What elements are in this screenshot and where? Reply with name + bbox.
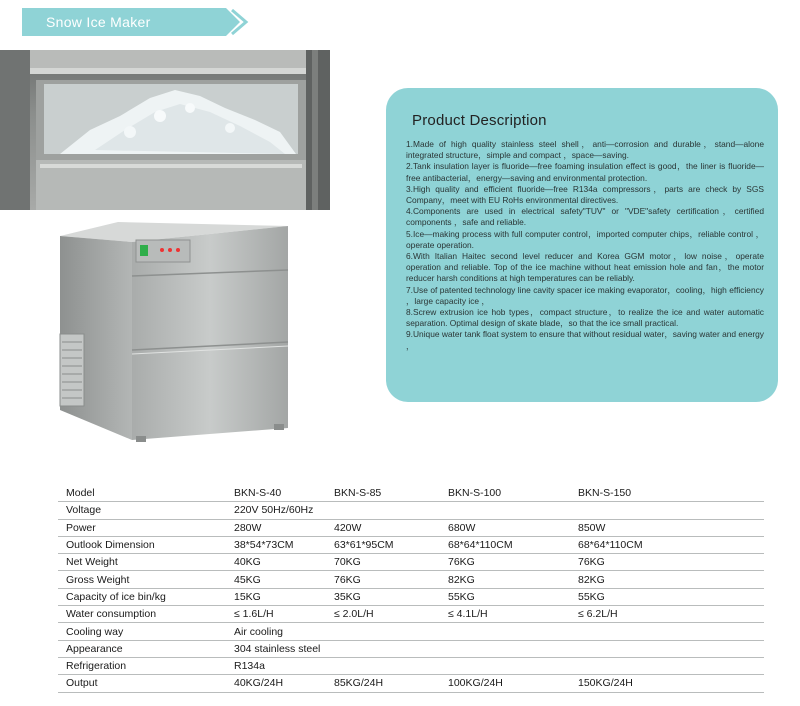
spec-value: 76KG: [578, 554, 764, 571]
spec-value: 76KG: [448, 554, 578, 571]
spec-value: 100KG/24H: [448, 675, 578, 692]
description-item: 8.Screw extrusion ice hob types，compact structure，to realize the ice and water automatic separation. Optimal design of skate blade，so that the ice small practical.: [406, 307, 764, 329]
spec-value: 40KG/24H: [230, 675, 334, 692]
description-item: 9.Unique water tank float system to ensure that without residual water，saving water and energy ，: [406, 329, 764, 351]
spec-value: 70KG: [334, 554, 448, 571]
description-item: 1.Made of high quality stainless steel shell，anti—corrosion and durable，stand—alone integrated structure，simple and compact ，space—saving.: [406, 139, 764, 161]
spec-label: Outlook Dimension: [58, 536, 230, 553]
spec-row: [58, 657, 764, 674]
description-item: 5.Ice—making process with full computer control，imported computer chips，reliable control ，operate operation.: [406, 228, 764, 250]
spec-value: BKN-S-150: [578, 485, 764, 502]
product-description-card: [386, 88, 778, 402]
description-title: Product Description: [412, 112, 547, 129]
spec-row: [58, 606, 764, 623]
banner-title: Snow Ice Maker: [46, 14, 151, 30]
spec-label: Capacity of ice bin/kg: [58, 588, 230, 605]
spec-value: ≤ 6.2L/H: [578, 606, 764, 623]
spec-row: [58, 675, 764, 692]
spec-value: 76KG: [334, 571, 448, 588]
spec-label: Cooling way: [58, 623, 230, 640]
ice-bin-photo: [0, 50, 330, 210]
spec-table: [58, 485, 764, 693]
spec-value: R134a: [230, 657, 764, 674]
description-item: 2.Tank insulation layer is fluoride—free foaming insulation effect is good，the liner is fluoride—free antibacterial，energy—saving and environmental protection.: [406, 161, 764, 183]
spec-value: Air cooling: [230, 623, 764, 640]
spec-value: BKN-S-85: [334, 485, 448, 502]
spec-value: 45KG: [230, 571, 334, 588]
spec-value: 304 stainless steel: [230, 640, 764, 657]
description-item: 3.High quality and efficient fluoride—free R134a compressors，parts are check by SGS Company，meet with EU RoHs environmental directives.: [406, 183, 764, 206]
spec-label: Net Weight: [58, 554, 230, 571]
description-list: [406, 139, 764, 352]
spec-value: 38*54*73CM: [230, 536, 334, 553]
spec-label: Appearance: [58, 640, 230, 657]
description-item: 6.With Italian Haitec second level reducer and Korea GGM motor，low noise，operate operation and reliable. Top of the ice machine without heat emission hole and fan，the motor reducer harsh conditions at high temperatures can be reliably.: [406, 251, 764, 284]
spec-row: [58, 502, 764, 519]
spec-row: [58, 640, 764, 657]
spec-label: Gross Weight: [58, 571, 230, 588]
spec-value: 40KG: [230, 554, 334, 571]
spec-row: [58, 588, 764, 605]
spec-value: ≤ 1.6L/H: [230, 606, 334, 623]
spec-row: [58, 571, 764, 588]
spec-value: 68*64*110CM: [448, 536, 578, 553]
spec-label: Output: [58, 675, 230, 692]
spec-value: 420W: [334, 519, 448, 536]
spec-label: Voltage: [58, 502, 230, 519]
spec-value: 680W: [448, 519, 578, 536]
header-banner: [22, 8, 254, 36]
spec-row: [58, 536, 764, 553]
spec-label: Refrigeration: [58, 657, 230, 674]
ice-machine-photo: [48, 214, 298, 442]
spec-value: 150KG/24H: [578, 675, 764, 692]
spec-row: [58, 554, 764, 571]
spec-value: 55KG: [448, 588, 578, 605]
spec-value: 82KG: [578, 571, 764, 588]
spec-row: [58, 485, 764, 502]
spec-value: 15KG: [230, 588, 334, 605]
spec-value: ≤ 4.1L/H: [448, 606, 578, 623]
spec-value: 68*64*110CM: [578, 536, 764, 553]
spec-label: Model: [58, 485, 230, 502]
spec-value: 220V 50Hz/60Hz: [230, 502, 764, 519]
spec-value: 82KG: [448, 571, 578, 588]
spec-row: [58, 519, 764, 536]
spec-value: BKN-S-100: [448, 485, 578, 502]
spec-value: 280W: [230, 519, 334, 536]
spec-row: [58, 623, 764, 640]
spec-value: ≤ 2.0L/H: [334, 606, 448, 623]
spec-value: BKN-S-40: [230, 485, 334, 502]
description-item: 4.Components are used in electrical safety"TUV" or "VDE"safety certification，certified components ，safe and reliable.: [406, 206, 764, 228]
spec-value: 35KG: [334, 588, 448, 605]
spec-value: 85KG/24H: [334, 675, 448, 692]
spec-value: 850W: [578, 519, 764, 536]
spec-value: 63*61*95CM: [334, 536, 448, 553]
spec-value: 55KG: [578, 588, 764, 605]
description-item: 7.Use of patented technology line cavity spacer ice making evaporator，cooling，high efficiency ，large capacity ice ，: [406, 284, 764, 306]
spec-label: Water consumption: [58, 606, 230, 623]
spec-label: Power: [58, 519, 230, 536]
